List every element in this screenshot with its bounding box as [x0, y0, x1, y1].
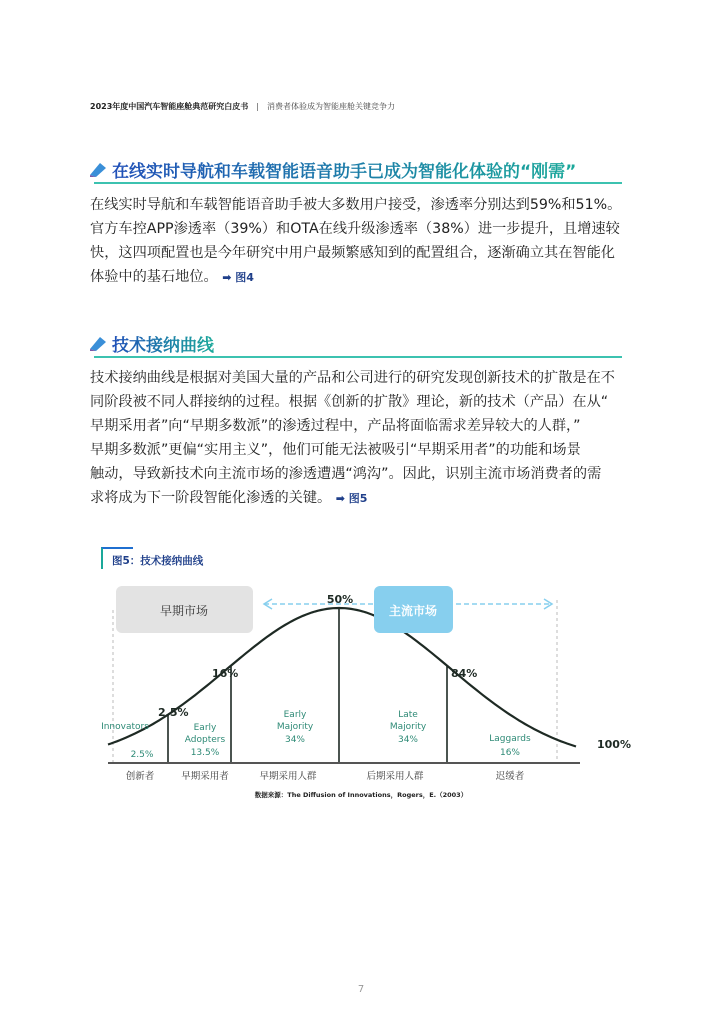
text-line: 快，这四项配置也是今年研究中用户最频繁感知到的配置组合，逐渐确立其在智能化 [90, 245, 615, 261]
figure-5-link[interactable]: ➡ 图5 [335, 492, 368, 505]
figure-4-link[interactable]: ➡ 图4 [222, 271, 254, 284]
text-line: 求将成为下一阶段智能化渗透的关键。 [90, 490, 332, 506]
segment-en-label: Majority [276, 722, 314, 732]
segment-pct: 34% [397, 735, 419, 745]
header-separator: | [256, 102, 259, 111]
segment-cn-label: 早期采用人群 [259, 771, 317, 782]
text-line: 早期多数派”更偏“实用主义”，他们可能无法被吸引“早期采用者”的功能和场景 [90, 442, 581, 458]
text-line: 触动，导致新技术向主流市场的渗透遭遇“鸿沟”。因此，识别主流市场消费者的需 [90, 466, 602, 482]
early-market-label: 早期市场 [159, 604, 209, 618]
segment-cn-label: 创新者 [125, 771, 155, 782]
segment-en-label: Late [398, 710, 418, 720]
mainstream-market-label: 主流市场 [388, 604, 438, 618]
cumulative-label: 16% [212, 667, 239, 680]
cumulative-label: 100% [597, 738, 631, 751]
text-line: 官方车控APP渗透率（39%）和OTA在线升级渗透率（38%）进一步提升，且增速较 [90, 221, 620, 237]
segment-pct: 2.5% [130, 750, 154, 760]
text-line: 体验中的基石地位。 [90, 269, 218, 285]
text-line: 同阶段被不同人群接纳的过程。根据《创新的扩散》理论，新的技术（产品）在从“ [90, 394, 609, 410]
segment-cn-label: 迟缓者 [495, 771, 525, 782]
text-line: 在线实时导航和车载智能语音助手被大多数用户接受，渗透率分别达到59%和51%。 [90, 197, 622, 213]
segment-en-label: Majority [389, 722, 427, 732]
segment-en-label: Innovators [101, 722, 149, 732]
cumulative-label: 50% [326, 593, 354, 606]
chapter-title: 消费者体验成为智能座舱关键竞争力 [266, 102, 395, 111]
segment-pct: 13.5% [190, 748, 220, 758]
text-line: 早期采用者”向“早期多数派”的渗透过程中，产品将面临需求差异较大的人群，” [90, 418, 581, 434]
segment-cn-label: 早期采用者 [181, 771, 229, 782]
cumulative-label: 84% [451, 667, 478, 680]
section-title: 在线实时导航和车载智能语音助手已成为智能化体验的“刚需” [112, 157, 576, 182]
segment-en-label: Adopters [184, 735, 226, 745]
segment-cn-label: 后期采用人群 [366, 771, 424, 782]
section-title: 技术接纳曲线 [112, 331, 214, 356]
text-line: 技术接纳曲线是根据对美国大量的产品和公司进行的研究发现创新技术的扩散是在不 [90, 370, 615, 386]
figure-title-text: 图5：技术接纳曲线 [112, 555, 204, 567]
segment-en-label: Laggards [489, 734, 531, 744]
segment-pct: 16% [499, 748, 521, 758]
segment-en-label: Early [193, 723, 217, 733]
segment-en-label: Early [283, 710, 307, 720]
cumulative-label: 2.5% [158, 706, 189, 719]
segment-pct: 34% [284, 735, 306, 745]
figure-source: 数据来源：The Diffusion of Innovations，Rogers，E.（2003） [254, 791, 468, 799]
report-title: 2023年度中国汽车智能座舱典范研究白皮书 [90, 102, 249, 111]
page-number: 7 [357, 984, 365, 995]
